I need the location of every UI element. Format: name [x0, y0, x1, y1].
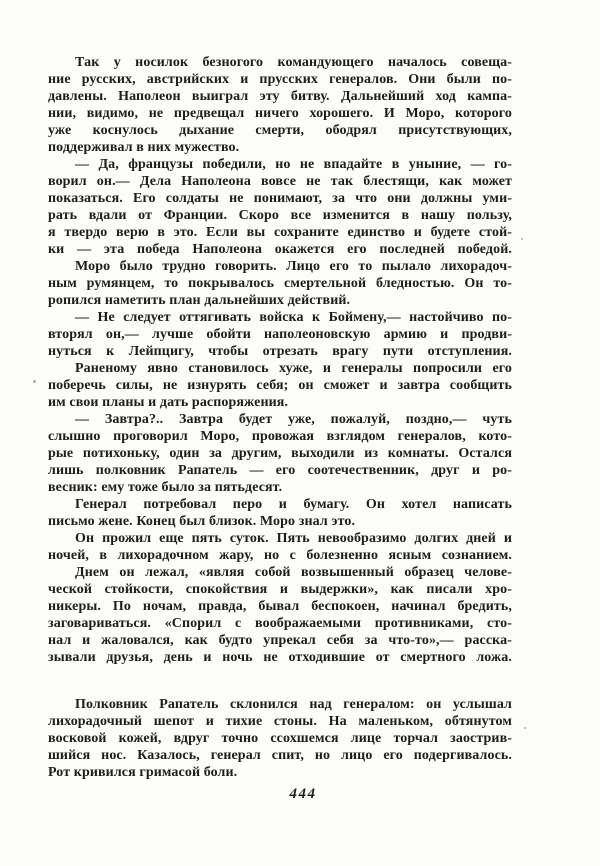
text-line: я твердо верю в это. Если вы сохраните единство и будете стой-	[48, 225, 512, 240]
paragraph	[48, 156, 512, 258]
paragraph	[48, 411, 512, 496]
paragraph	[48, 530, 512, 564]
scan-speck	[521, 238, 523, 240]
text-line: Он прожил еще пять суток. Пять невообразимо долгих дней и	[75, 531, 512, 546]
text-line: — Не следует оттягивать войска к Боймену,— настойчиво по-	[75, 310, 512, 325]
text-line: шийся нос. Казалось, генерал спит, но лицо его подергивалось.	[48, 748, 512, 763]
text-line: им свои планы и дать распоряжения.	[48, 395, 289, 410]
text-line: восковой кожей, вдруг точно ссохшемся лице торчал заострив-	[48, 731, 512, 746]
text-line: Моро было трудно говорить. Лицо его то пылало лихорадоч-	[75, 259, 512, 274]
paragraph	[48, 696, 512, 781]
text-line: — Да, французы победили, но не впадайте в уныние, — го-	[75, 157, 512, 172]
text-line: весник: ему тоже было за пятьдесят.	[48, 480, 283, 495]
text-line: ки — эта победа Наполеона окажется его последней победой.	[48, 242, 512, 257]
text-line: лишь полковник Рапатель — его соотечественник, друг и ро-	[48, 463, 512, 478]
text-line: поберечь силы, не изнурять себя; он сможет и завтра сообщить	[48, 378, 512, 393]
page-text	[48, 54, 512, 781]
text-line: зывали друзья, день и ночь не отходившие от смертного ложа.	[48, 650, 512, 665]
text-line: Рот кривился гримасой боли.	[48, 765, 238, 780]
paragraph	[48, 564, 512, 666]
paragraph	[48, 54, 512, 156]
scan-speck	[33, 380, 36, 383]
text-line: заговариваться. «Спорил с воображаемыми противниками, сто-	[48, 616, 512, 631]
paragraph	[48, 360, 512, 411]
text-line: ние русских, австрийских и прусских генералов. Они были по-	[48, 72, 512, 87]
text-line: лихорадочный шепот и тихие стоны. На маленьком, обтянутом	[48, 714, 512, 729]
text-line: рые потихоньку, один за другим, выходили из комнаты. Остался	[48, 446, 512, 461]
text-line: письмо жене. Конец был близок. Моро знал это.	[48, 514, 356, 529]
text-line: рать вдали от Франции. Скоро все изменится в нашу пользу,	[48, 208, 512, 223]
paragraph	[48, 496, 512, 530]
text-line: нии, видимо, не предвещал ничего хорошего. И Моро, которого	[48, 106, 512, 121]
text-line: ночей, в лихорадочном жару, но с болезненно ясным сознанием.	[48, 548, 512, 563]
paragraph	[48, 309, 512, 360]
page-number: 444	[289, 786, 317, 802]
text-line: Раненому явно становилось хуже, и генералы попросили его	[75, 361, 512, 376]
text-line: давлены. Наполеон выиграл эту битву. Дальнейший ход кампа-	[48, 89, 512, 104]
text-line: показаться. Его солдаты не понимают, за что они должны уми-	[48, 191, 512, 206]
text-line: Днем он лежал, «являя собой возвышенный образец челове-	[75, 565, 512, 580]
text-line: ческой стойкости, спокойствия и выдержки», как писали хро-	[48, 582, 512, 597]
text-line: вторял он,— лучше обойти наполеоновскую армию и продви-	[48, 327, 512, 342]
text-line: ропился наметить план дальнейших действий.	[48, 293, 351, 308]
text-line: — Завтра?.. Завтра будет уже, пожалуй, поздно,— чуть	[75, 412, 512, 427]
text-line: Полковник Рапатель склонился над генералом: он услышал	[75, 697, 512, 712]
paragraph	[48, 258, 512, 309]
text-line: нуться к Лейпцигу, чтобы отрезать врагу пути отступления.	[48, 344, 512, 359]
scan-speck	[524, 727, 526, 729]
text-line: уже коснулось дыхание смерти, ободрял присутствующих,	[48, 123, 512, 138]
text-line: нал и жаловался, как будто упрекал себя за что-то»,— расска-	[48, 633, 512, 648]
text-line: Генерал потребовал перо и бумагу. Он хотел написать	[75, 497, 512, 512]
text-line: слышно проговорил Моро, провожая взглядом генералов, кото-	[48, 429, 512, 444]
text-line: поддерживал в них мужество.	[48, 140, 240, 155]
text-line: ворил он.— Дела Наполеона вовсе не так блестящи, как может	[48, 174, 512, 189]
text-line: никеры. По ночам, правда, бывал беспокоен, начинал бредить,	[48, 599, 512, 614]
text-line: ным румянцем, то покрывалось смертельной бледностью. Он то-	[48, 276, 512, 291]
text-line: Так у носилок безногого командующего началось совеща-	[75, 55, 512, 70]
